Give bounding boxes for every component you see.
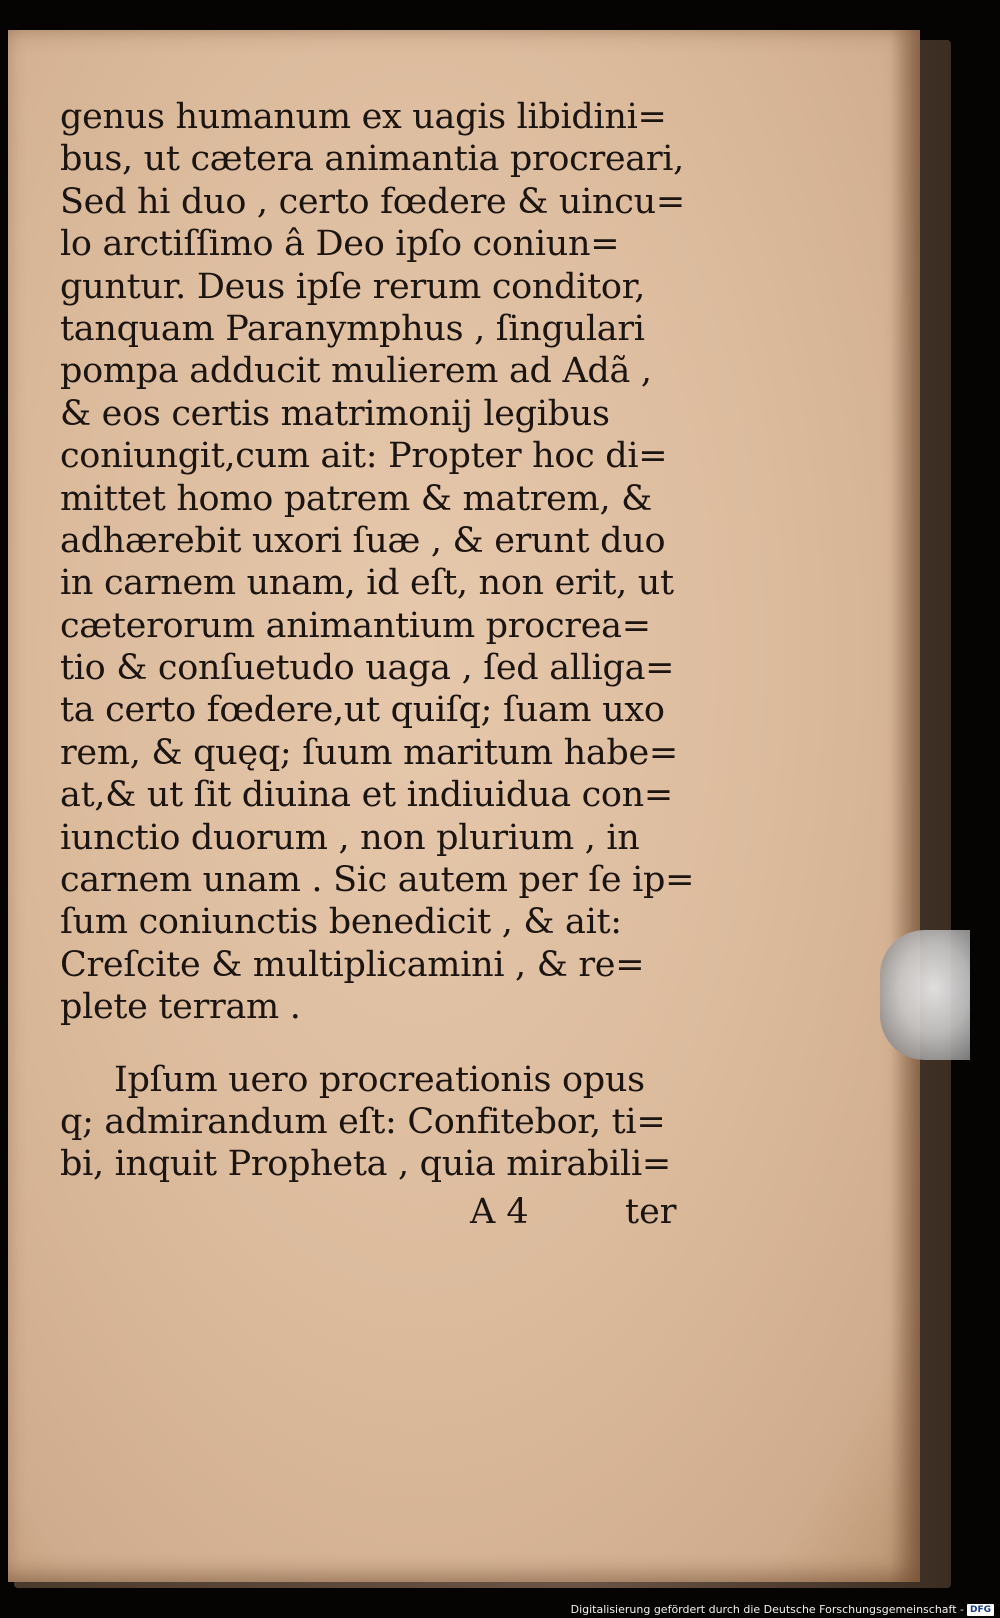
text-line: bus, ut cætera animantia procreari, — [60, 139, 685, 180]
text-line: cæterorum animantium procrea= — [60, 605, 651, 646]
text-line: tanquam Paranymphus , ſingulari — [60, 308, 645, 349]
text-line: Ipſum uero procreationis opus — [114, 1059, 645, 1100]
digitization-credit — [571, 1603, 994, 1616]
text-line: bi, inquit Propheta , quia mirabili= — [60, 1144, 671, 1185]
text-line: q; admirandum eſt: Confitebor, ti= — [60, 1101, 666, 1142]
text-line: pompa adducit mulierem ad Adã , — [60, 351, 652, 392]
text-line: in carnem unam, id eſt, non erit, ut — [60, 563, 674, 604]
text-line: genus humanum ex uagis libidini= — [60, 97, 667, 137]
text-line: & eos certis matrimonij legibus — [60, 393, 610, 434]
text-line: mittet homo patrem & matrem, & — [60, 478, 652, 519]
dfg-logo: DFG — [967, 1604, 994, 1616]
credit-text: Digitalisierung gefördert durch die Deutsche Forschungsgemeinschaft - — [570, 1603, 964, 1616]
text-line: adhærebit uxori ſuæ , & erunt duo — [60, 520, 666, 561]
text-line: rem, & quęq; ſuum maritum habe= — [60, 732, 678, 773]
text-line: plete terram . — [60, 987, 301, 1028]
text-line: lo arctiſſimo â Deo ipſo coniun= — [60, 224, 620, 265]
text-line: Sed hi duo , certo fœdere & uincu= — [60, 181, 685, 222]
text-line: ſum coniunctis benedicit , & ait: — [60, 902, 622, 943]
page-clip — [880, 930, 970, 1060]
text-line: tio & conſuetudo uaga , ſed alliga= — [60, 648, 675, 689]
page-footer-line — [60, 1192, 677, 1232]
signature-mark: A 4 — [470, 1192, 529, 1232]
catchword: ter — [625, 1192, 677, 1232]
text-line: coniungit,cum ait: Propter hoc di= — [60, 436, 668, 477]
paragraph-gap — [60, 1029, 660, 1059]
text-line: ta certo fœdere,ut quiſq; ſuam uxo — [60, 690, 665, 731]
text-line: carnem unam . Sic autem per ſe ip= — [60, 860, 695, 901]
body-text — [60, 96, 695, 1186]
text-line: at,& ut ſit diuina et indiuidua con= — [60, 775, 673, 816]
text-line: Creſcite & multiplicamini , & re= — [60, 944, 645, 985]
text-line: iunctio duorum , non plurium , in — [60, 817, 640, 858]
page-shadow — [890, 30, 920, 1582]
text-line: guntur. Deus ipſe rerum conditor, — [60, 266, 646, 307]
